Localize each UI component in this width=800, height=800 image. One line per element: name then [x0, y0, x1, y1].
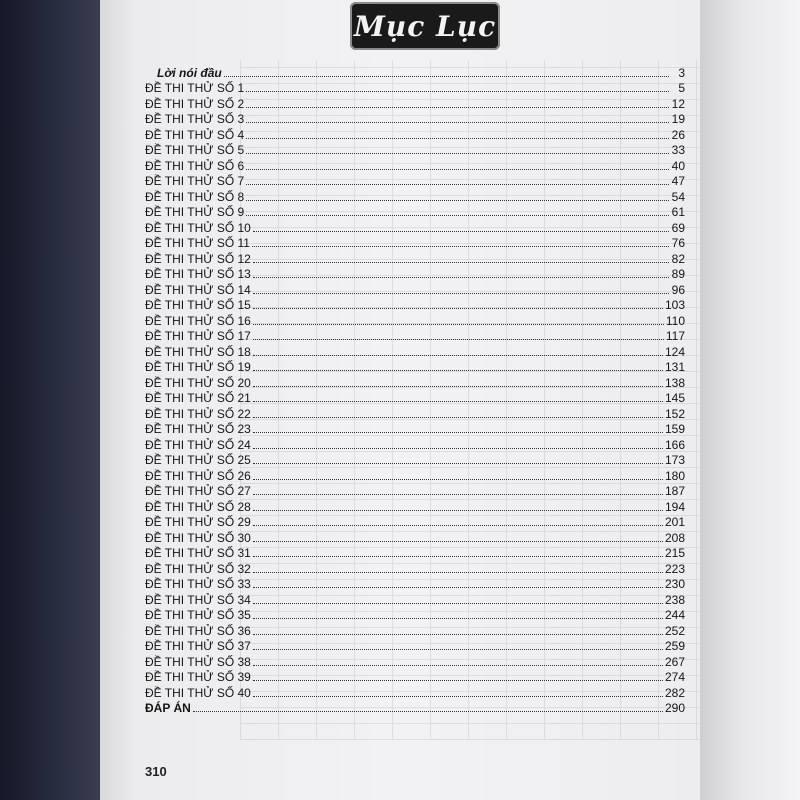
- dot-leader: [253, 696, 663, 697]
- dot-leader: [253, 262, 669, 263]
- toc-entry: [145, 64, 685, 80]
- toc-entry: [145, 436, 685, 452]
- toc-entry-title: ĐỀ THI THỬ SỐ 32: [145, 561, 251, 576]
- toc-entry-page: 131: [664, 360, 685, 374]
- dot-leader: [246, 215, 669, 216]
- dot-leader: [253, 324, 664, 325]
- toc-entry-page: 61: [671, 205, 685, 219]
- dot-leader: [253, 355, 663, 356]
- toc-heading: Mục Lục: [353, 9, 497, 43]
- toc-entry-title: ĐỀ THI THỬ SỐ 16: [145, 313, 251, 328]
- toc-entry: [145, 297, 685, 313]
- toc-entry: [145, 591, 685, 607]
- toc-entry-title: ĐỀ THI THỬ SỐ 8: [145, 189, 245, 204]
- dot-leader: [246, 91, 669, 92]
- toc-entry-page: 274: [664, 670, 685, 684]
- background-right: [700, 0, 800, 800]
- dot-leader: [253, 339, 664, 340]
- toc-entry: [145, 669, 685, 685]
- dot-leader: [253, 448, 663, 449]
- toc-entry-page: 159: [664, 422, 685, 436]
- toc-entry-page: 69: [671, 220, 685, 235]
- toc-entry: [145, 560, 685, 576]
- toc-entry-title: ĐỀ THI THỬ SỐ 22: [145, 406, 251, 421]
- dot-leader: [253, 649, 663, 650]
- toc-entry: [145, 607, 685, 623]
- dot-leader: [253, 665, 663, 666]
- toc-entry: [145, 204, 685, 220]
- dot-leader: [253, 603, 663, 604]
- toc-entry: [145, 126, 685, 142]
- dot-leader: [246, 153, 669, 154]
- toc-entry: [145, 421, 685, 437]
- toc-entry-page: 259: [664, 639, 685, 653]
- toc-entry-title: ĐỀ THI THỬ SỐ 29: [145, 515, 251, 529]
- toc-entry-title: ĐỀ THI THỬ SỐ 13: [145, 267, 251, 281]
- dot-leader: [253, 231, 669, 232]
- dot-leader: [253, 587, 663, 588]
- toc-entry-page: 180: [664, 468, 685, 483]
- toc-entry-page: 282: [664, 685, 685, 700]
- dot-leader: [253, 525, 663, 526]
- toc-entry-title: ĐỀ THI THỬ SỐ 34: [145, 592, 251, 607]
- dot-leader: [246, 138, 669, 139]
- toc-entry-title: ĐỀ THI THỬ SỐ 18: [145, 344, 251, 359]
- toc-entry-page: 47: [671, 174, 685, 188]
- toc-entry: [145, 157, 685, 173]
- toc-entry: [145, 498, 685, 514]
- toc-entry-page: 267: [664, 654, 685, 669]
- toc-entry-page: 3: [678, 65, 685, 80]
- toc-entry: [145, 638, 685, 654]
- dot-leader: [246, 200, 669, 201]
- toc-entry: [145, 576, 685, 592]
- toc-entry: [145, 95, 685, 111]
- toc-entry-page: 223: [664, 561, 685, 576]
- toc-entry-page: 201: [664, 515, 685, 529]
- toc-entry-page: 110: [665, 313, 685, 328]
- toc-entry: [145, 390, 685, 406]
- toc-entry-title: ĐỀ THI THỬ SỐ 3: [145, 112, 245, 126]
- toc-entry: [145, 684, 685, 700]
- toc-entry-title: ĐỀ THI THỬ SỐ 9: [145, 205, 245, 219]
- toc-entry-title: ĐỀ THI THỬ SỐ 23: [145, 422, 251, 436]
- toc-entry: [145, 219, 685, 235]
- toc-entry-title: ĐỀ THI THỬ SỐ 15: [145, 298, 251, 312]
- table-of-contents: [145, 64, 685, 715]
- dot-leader: [224, 76, 669, 77]
- toc-entry-title: ĐỀ THI THỬ SỐ 37: [145, 639, 251, 653]
- toc-entry-title: ĐỀ THI THỬ SỐ 7: [145, 174, 245, 188]
- page-number: 310: [145, 764, 167, 779]
- toc-entry-page: 82: [671, 251, 685, 266]
- toc-entry: [145, 328, 685, 344]
- dot-leader: [253, 432, 663, 433]
- toc-entry-title: ĐỀ THI THỬ SỐ 33: [145, 577, 251, 591]
- toc-entry: [145, 142, 685, 158]
- dot-leader: [253, 572, 663, 573]
- toc-entry-title: ĐỀ THI THỬ SỐ 35: [145, 608, 251, 622]
- toc-entry: [145, 250, 685, 266]
- toc-entry-title: ĐỀ THI THỬ SỐ 21: [145, 391, 251, 405]
- toc-entry: [145, 111, 685, 127]
- toc-entry: [145, 266, 685, 282]
- toc-entry: [145, 281, 685, 297]
- toc-entry-page: 76: [671, 236, 685, 250]
- toc-entry-title: ĐỀ THI THỬ SỐ 17: [145, 329, 251, 343]
- toc-entry: [145, 700, 685, 716]
- toc-entry-title: ĐỀ THI THỬ SỐ 25: [145, 453, 251, 467]
- toc-entry: [145, 622, 685, 638]
- toc-entry-title: ĐỀ THI THỬ SỐ 1: [145, 81, 245, 95]
- toc-entry-page: 252: [664, 623, 685, 638]
- toc-entry-title: ĐỀ THI THỬ SỐ 4: [145, 127, 245, 142]
- toc-entry-title: ĐỀ THI THỬ SỐ 10: [145, 220, 251, 235]
- toc-entry-title: ĐỀ THI THỬ SỐ 36: [145, 623, 251, 638]
- toc-entry: [145, 359, 685, 375]
- toc-entry-title: ĐỀ THI THỬ SỐ 39: [145, 670, 251, 684]
- toc-entry-page: 124: [664, 344, 685, 359]
- toc-entry: [145, 188, 685, 204]
- toc-entry: [145, 529, 685, 545]
- dot-leader: [253, 293, 669, 294]
- dot-leader: [246, 107, 669, 108]
- toc-entry: [145, 405, 685, 421]
- background-left: [0, 0, 100, 800]
- dot-leader: [246, 184, 669, 185]
- toc-entry: [145, 452, 685, 468]
- toc-entry: [145, 80, 685, 96]
- toc-entry-page: 96: [671, 282, 685, 297]
- toc-entry-page: 194: [664, 499, 685, 514]
- toc-entry-title: ĐÁP ÁN: [145, 701, 191, 715]
- toc-entry-page: 33: [671, 143, 685, 157]
- toc-entry-title: ĐỀ THI THỬ SỐ 19: [145, 360, 251, 374]
- toc-entry-title: ĐỀ THI THỬ SỐ 24: [145, 437, 251, 452]
- dot-leader: [252, 246, 669, 247]
- toc-entry-title: ĐỀ THI THỬ SỐ 5: [145, 143, 245, 157]
- toc-entry-title: ĐỀ THI THỬ SỐ 38: [145, 654, 251, 669]
- toc-entry-page: 166: [664, 437, 685, 452]
- toc-entry-page: 19: [671, 112, 685, 126]
- toc-entry: [145, 467, 685, 483]
- toc-entry-title: Lời nói đầu: [157, 65, 222, 80]
- toc-entry-page: 290: [664, 701, 685, 715]
- dot-leader: [253, 277, 669, 278]
- toc-entry-page: 40: [671, 158, 685, 173]
- toc-entry: [145, 374, 685, 390]
- toc-entry-page: 26: [671, 127, 685, 142]
- dot-leader: [246, 122, 669, 123]
- dot-leader: [253, 541, 663, 542]
- toc-entry-page: 89: [671, 267, 685, 281]
- toc-entry-title: ĐỀ THI THỬ SỐ 30: [145, 530, 251, 545]
- dot-leader: [193, 711, 663, 712]
- dot-leader: [253, 386, 663, 387]
- toc-entry-title: ĐỀ THI THỬ SỐ 31: [145, 546, 251, 560]
- toc-entry-title: ĐỀ THI THỬ SỐ 14: [145, 282, 251, 297]
- toc-entry: [145, 545, 685, 561]
- toc-entry-title: ĐỀ THI THỬ SỐ 2: [145, 96, 245, 111]
- toc-entry-page: 12: [671, 96, 685, 111]
- dot-leader: [253, 680, 663, 681]
- toc-entry-page: 5: [678, 81, 685, 95]
- toc-entry: [145, 514, 685, 530]
- dot-leader: [253, 370, 663, 371]
- toc-entry-page: 215: [664, 546, 685, 560]
- dot-leader: [253, 463, 663, 464]
- dot-leader: [253, 510, 663, 511]
- toc-entry-title: ĐỀ THI THỬ SỐ 11: [145, 236, 250, 250]
- toc-entry-title: ĐỀ THI THỬ SỐ 20: [145, 375, 251, 390]
- toc-entry-page: 230: [664, 577, 685, 591]
- toc-entry: [145, 343, 685, 359]
- dot-leader: [246, 169, 669, 170]
- toc-entry-title: ĐỀ THI THỬ SỐ 6: [145, 158, 245, 173]
- dot-leader: [253, 417, 663, 418]
- toc-entry-title: ĐỀ THI THỬ SỐ 12: [145, 251, 251, 266]
- toc-entry-title: ĐỀ THI THỬ SỐ 27: [145, 484, 251, 498]
- toc-entry-page: 138: [664, 375, 685, 390]
- toc-entry-page: 238: [664, 592, 685, 607]
- toc-entry-page: 117: [665, 329, 685, 343]
- book-page: [100, 0, 700, 800]
- toc-entry: [145, 173, 685, 189]
- toc-entry: [145, 235, 685, 251]
- toc-entry-page: 244: [664, 608, 685, 622]
- toc-banner: [350, 2, 500, 50]
- toc-entry: [145, 653, 685, 669]
- toc-entry-page: 187: [664, 484, 685, 498]
- toc-entry-page: 173: [664, 453, 685, 467]
- toc-entry-page: 54: [671, 189, 685, 204]
- toc-entry-page: 145: [664, 391, 685, 405]
- toc-entry-page: 103: [664, 298, 685, 312]
- dot-leader: [253, 494, 663, 495]
- dot-leader: [253, 479, 663, 480]
- toc-entry-title: ĐỀ THI THỬ SỐ 40: [145, 685, 251, 700]
- toc-entry-title: ĐỀ THI THỬ SỐ 26: [145, 468, 251, 483]
- dot-leader: [253, 556, 663, 557]
- dot-leader: [253, 618, 663, 619]
- toc-entry: [145, 483, 685, 499]
- toc-entry-title: ĐỀ THI THỬ SỐ 28: [145, 499, 251, 514]
- dot-leader: [253, 401, 663, 402]
- toc-entry-page: 152: [664, 406, 685, 421]
- toc-entry: [145, 312, 685, 328]
- dot-leader: [253, 634, 663, 635]
- toc-entry-page: 208: [664, 530, 685, 545]
- dot-leader: [253, 308, 663, 309]
